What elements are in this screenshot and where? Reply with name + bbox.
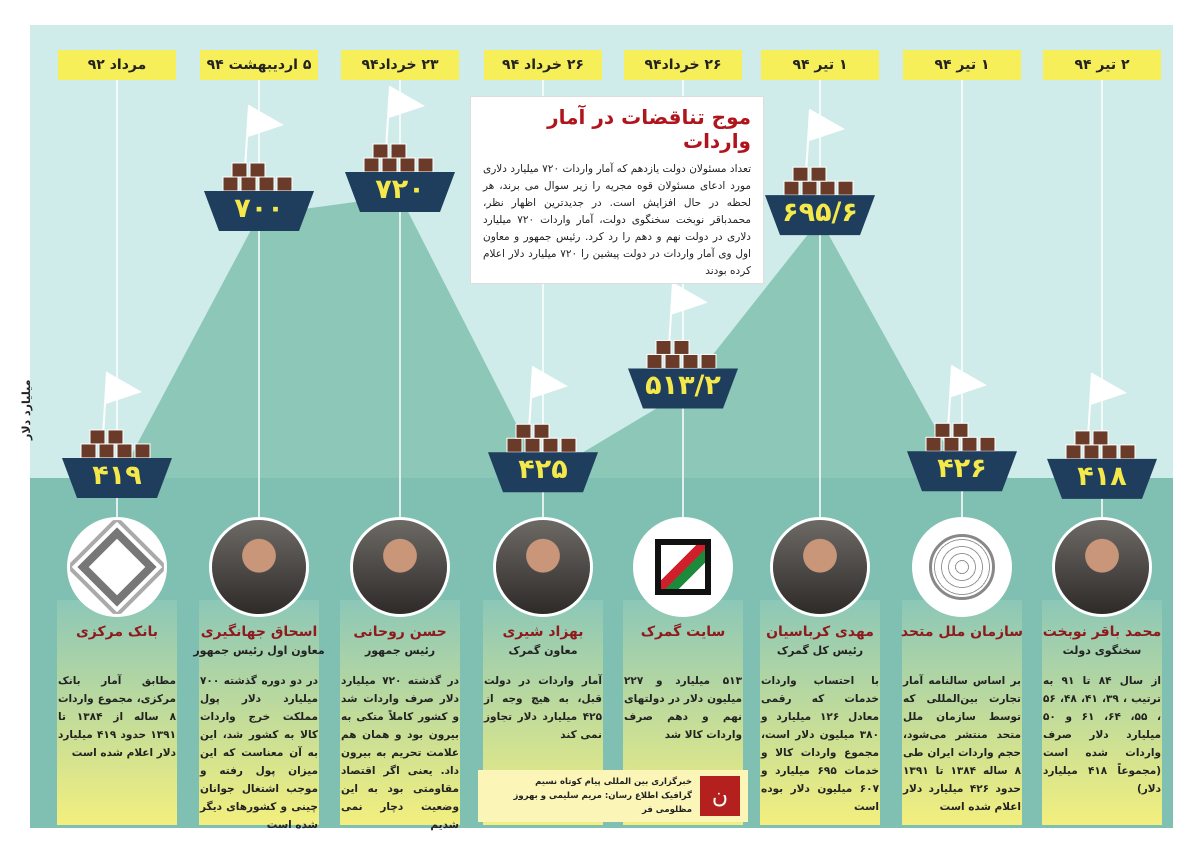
crate-icon — [277, 177, 292, 191]
crate-icon — [1066, 445, 1081, 459]
portrait-person-photo — [770, 517, 870, 617]
person-photo-icon — [212, 520, 306, 614]
crate-icon — [1120, 445, 1135, 459]
source-role: معاون اول رئیس جمهور — [193, 644, 325, 657]
crate-icon — [784, 181, 799, 195]
source-name: اسحاق جهانگیری — [200, 624, 318, 640]
crate-icon — [962, 437, 977, 451]
import-value: ۷۲۰ — [375, 174, 425, 205]
crate-icon — [117, 444, 132, 458]
import-value: ۴۲۶ — [937, 453, 987, 485]
crate-icon — [561, 438, 576, 452]
intro-box — [470, 96, 764, 284]
crate-icon — [683, 354, 698, 368]
portrait-person-photo — [493, 517, 593, 617]
source-name: محمد باقر نوبخت — [1042, 624, 1162, 640]
source-role: رئیس جمهور — [364, 644, 436, 657]
crate-icon — [99, 444, 114, 458]
crate-icon — [1084, 445, 1099, 459]
portrait-central-bank-logo — [67, 517, 167, 617]
crate-icon — [802, 181, 817, 195]
crate-icon — [647, 354, 662, 368]
credit-line-1: خبرگزاری بین المللی پیام کوتاه نسیم — [535, 777, 692, 787]
date-label: مرداد ۹۲ — [58, 50, 176, 80]
source-statement: ۵۱۳ میلیارد و ۲۲۷ میلیون دلار در دولتهای نهم و دهم صرف واردات کالا شد — [624, 675, 742, 741]
person-photo-icon — [496, 520, 590, 614]
import-value: ۴۱۹ — [92, 459, 142, 491]
portrait-person-photo — [209, 517, 309, 617]
customs-logo-icon — [655, 539, 711, 595]
crate-icon — [534, 424, 549, 438]
source-name: حسن روحانی — [353, 624, 447, 640]
crate-icon — [418, 158, 433, 172]
crate-icon — [820, 181, 835, 195]
crate-icon — [1102, 445, 1117, 459]
crate-icon — [944, 437, 959, 451]
source-statement: در گذشته ۷۲۰ میلیارد دلار صرف واردات شد و کشور کاملاً متکی به بیرون بود و همان هم علامت تحریم به بیرون داد. یعنی اگر اقتصاد مقاومتی بود به این وضعیت دچار نمی شدیم — [341, 675, 459, 831]
crate-icon — [259, 177, 274, 191]
import-value: ۶۹۵/۶ — [782, 197, 858, 229]
crate-icon — [701, 354, 716, 368]
import-value: ۴۲۵ — [518, 454, 568, 486]
date-label: ۱ تیر ۹۴ — [903, 50, 1021, 80]
person-photo-icon — [1055, 520, 1149, 614]
crate-icon — [232, 163, 247, 177]
crate-icon — [1093, 431, 1108, 445]
source-name: سایت گمرک — [640, 624, 726, 640]
portrait-person-photo — [1052, 517, 1152, 617]
source-statement: با احتساب واردات خدمات که رقمی معادل ۱۲۶ میلیارد و ۳۸۰ میلیون دلار است، مجموع واردات کالا و خدمات ۶۹۵ میلیارد و ۶۰۷ میلیون دلار بوده است — [761, 675, 879, 813]
nasim-logo: ن — [700, 776, 740, 816]
crate-icon — [935, 423, 950, 437]
portrait-person-photo — [350, 517, 450, 617]
crate-icon — [223, 177, 238, 191]
person-photo-icon — [353, 520, 447, 614]
source-statement: مطابق آمار بانک مرکزی، مجموع واردات ۸ ساله از ۱۳۸۴ تا ۱۳۹۱ حدود ۴۱۹ میلیارد دلار اعلام شده است — [58, 675, 176, 759]
source-statement: در دو دوره گذشته ۷۰۰ میلیارد دلار پول مملکت خرج واردات کالا به کشور شد، این به آن معناست که این میزان پول رفته و موجب اشتغال جوانان چینی و کشورهای دیگر شده است — [200, 675, 318, 831]
source-role: رئیس کل گمرک — [776, 644, 864, 657]
source-role: سخنگوی دولت — [1062, 644, 1142, 657]
date-label: ۲۳ خرداد۹۴ — [341, 50, 459, 80]
crate-icon — [665, 354, 680, 368]
import-value: ۷۰۰ — [234, 193, 284, 224]
intro-text: تعداد مسئولان دولت یازدهم که آمار واردات ۷۲۰ میلیارد دلاری مورد ادعای مسئولان قوه مجریه را زیر سوال می برند، هر لحظه در حال افزایش است. در جدیدترین اظهار نظر، محمدباقر نوبخت سخنگوی دولت، آمار واردات ۷۲۰ میلیارد دلاری در دولت نهم و دهم را رد کرد. رئیس جمهور و معاون اول وی آمار واردات در دولت پیشین را ۷۲۰ میلیارد دلار اعلام کرده بودند — [483, 163, 751, 277]
crate-icon — [382, 158, 397, 172]
crate-icon — [135, 444, 150, 458]
y-axis-unit: میلیارد دلار — [20, 379, 33, 440]
crate-icon — [543, 438, 558, 452]
source-name: سازمان ملل متحد — [900, 624, 1024, 640]
date-label: ۱ تیر ۹۴ — [761, 50, 879, 80]
crate-icon — [656, 340, 671, 354]
source-role: معاون گمرک — [508, 644, 578, 657]
source-statement: آمار واردات در دولت قبل، به هیچ وجه از ۴۲۵ میلیارد دلار تجاوز نمی کند — [484, 675, 602, 741]
page-title: موج تناقضات در آمار واردات — [547, 105, 751, 153]
date-label: ۲۶ خرداد۹۴ — [624, 50, 742, 80]
crate-icon — [81, 444, 96, 458]
crate-icon — [811, 167, 826, 181]
un-logo-icon — [929, 534, 995, 600]
crate-icon — [674, 340, 689, 354]
crate-icon — [391, 144, 406, 158]
crate-icon — [507, 438, 522, 452]
source-name: مهدی کرباسیان — [766, 624, 874, 640]
source-name: بانک مرکزی — [75, 624, 159, 640]
import-value: ۵۱۳/۲ — [645, 370, 721, 402]
crate-icon — [525, 438, 540, 452]
crate-icon — [980, 437, 995, 451]
crate-icon — [250, 163, 265, 177]
crate-icon — [108, 430, 123, 444]
source-name: بهزاد شیری — [502, 624, 584, 640]
date-label: ۲ تیر ۹۴ — [1043, 50, 1161, 80]
date-label: ۵ اردیبهشت ۹۴ — [200, 50, 318, 80]
date-label: ۲۶ خرداد ۹۴ — [484, 50, 602, 80]
credit-box — [478, 770, 748, 822]
crate-icon — [90, 430, 105, 444]
source-statement: از سال ۸۴ تا ۹۱ به ترتیب ، ۳۹، ۴۱، ۴۸، ۵۶ ، ۵۵، ۶۴، ۶۱ و ۵۰ میلیارد دلار صرف واردات شده است (مجموعاً ۴۱۸ میلیارد دلار) — [1043, 675, 1162, 795]
crate-icon — [926, 437, 941, 451]
crate-icon — [364, 158, 379, 172]
portrait-customs-logo — [633, 517, 733, 617]
source-statement: بر اساس سالنامه آمار تجارت بین‌المللی که توسط سازمان ملل متحد منتشر می‌شود، حجم واردات ایران طی ۸ ساله ۱۳۸۴ تا ۱۳۹۱ حدود ۴۲۶ میلیارد دلار اعلام شده است — [903, 675, 1022, 813]
import-value: ۴۱۸ — [1077, 460, 1127, 492]
crate-icon — [516, 424, 531, 438]
crate-icon — [953, 423, 968, 437]
central-bank-logo-icon — [77, 527, 156, 606]
crate-icon — [838, 181, 853, 195]
crate-icon — [400, 158, 415, 172]
crate-icon — [1075, 431, 1090, 445]
credit-line-2: گرافیک اطلاع رسان: مریم سلیمی و بهروز مظلومی فر — [513, 791, 692, 815]
crate-icon — [373, 144, 388, 158]
person-photo-icon — [773, 520, 867, 614]
portrait-un-logo — [912, 517, 1012, 617]
crate-icon — [241, 177, 256, 191]
crate-icon — [793, 167, 808, 181]
